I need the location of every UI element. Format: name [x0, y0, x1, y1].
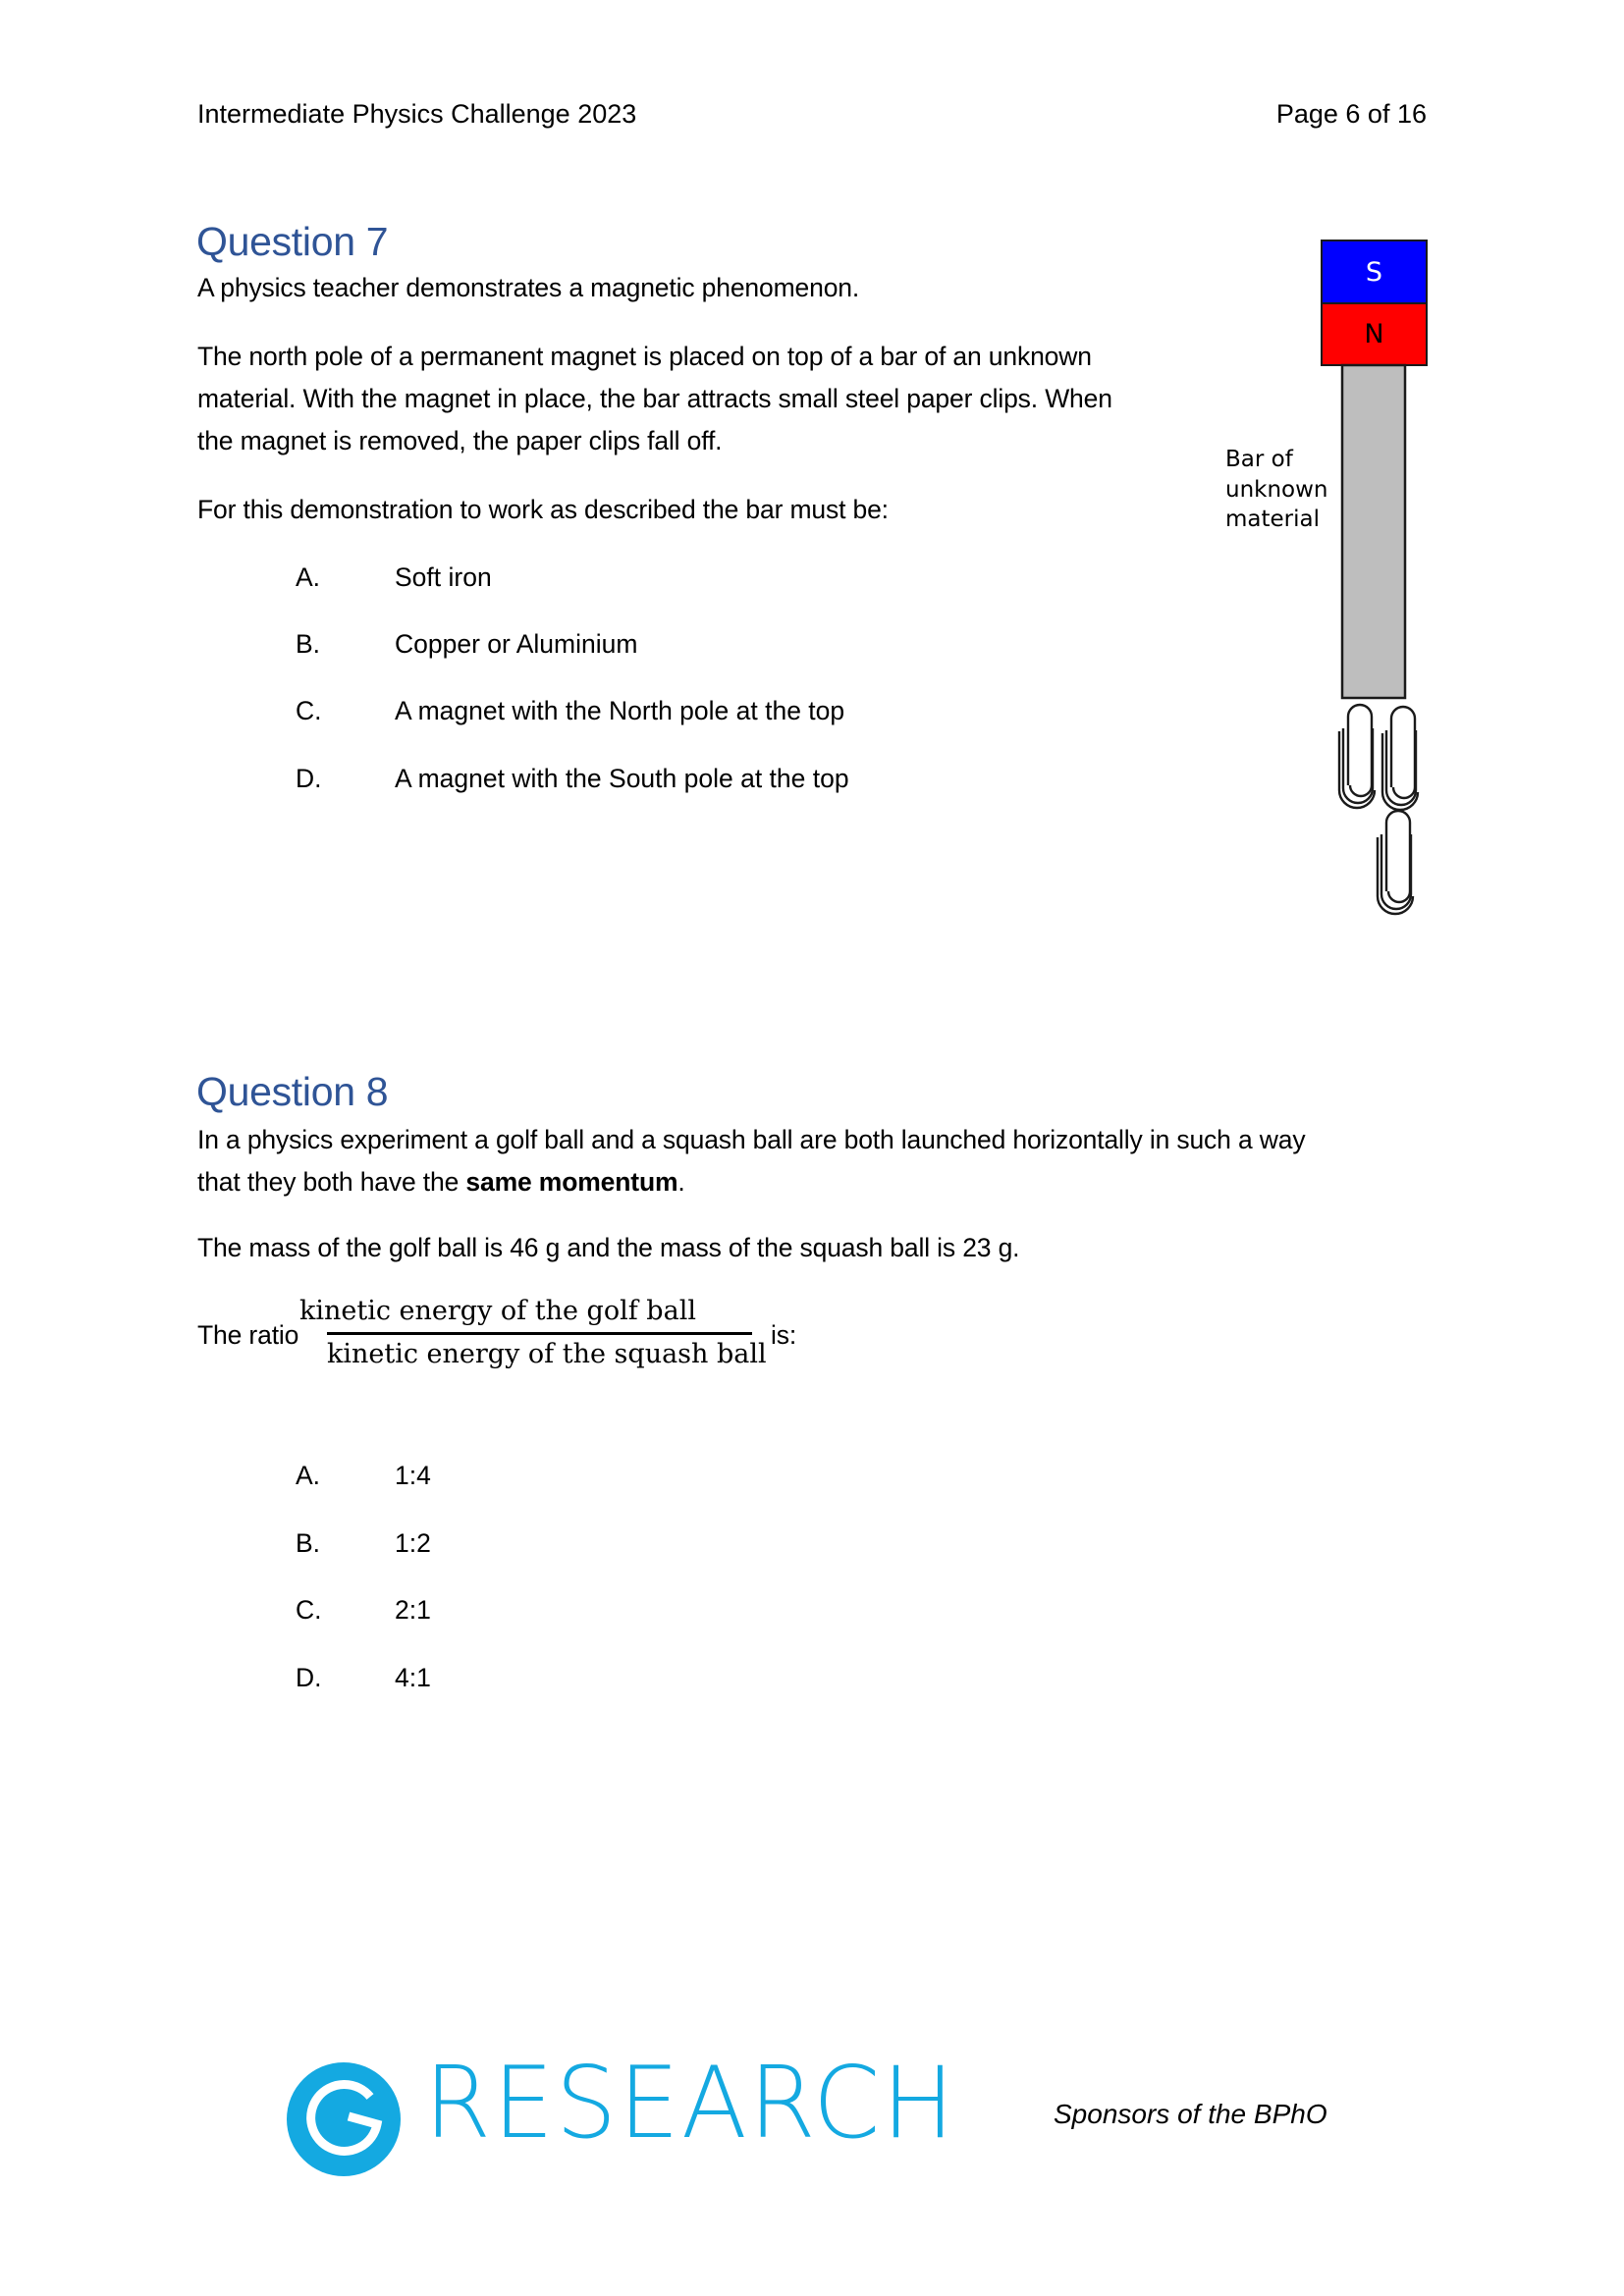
question-7-setup-line-3: the magnet is removed, the paper clips fall off. — [197, 426, 723, 455]
ratio-denominator: kinetic energy of the squash ball — [327, 1339, 767, 1369]
option-letter: B. — [296, 629, 321, 659]
option-text: A magnet with the South pole at the top — [395, 764, 849, 793]
ratio-numerator: kinetic energy of the golf ball — [299, 1296, 696, 1326]
question-7-heading: Question 7 — [196, 219, 389, 264]
g-research-wordmark: RESEARCH — [424, 2045, 956, 2161]
option-text: 1:2 — [395, 1528, 431, 1558]
option-text: 4:1 — [395, 1663, 431, 1692]
question-8-intro-line-2 — [197, 1169, 685, 1196]
option-letter: C. — [296, 696, 322, 725]
option-text: Copper or Aluminium — [395, 629, 638, 659]
unknown-material-bar — [1342, 365, 1405, 698]
question-7-prompt: For this demonstration to work as described the bar must be: — [197, 495, 889, 524]
question-8-heading: Question 8 — [196, 1069, 389, 1114]
option-letter: D. — [296, 1663, 322, 1692]
option-letter: D. — [296, 764, 322, 793]
question-7-intro: A physics teacher demonstrates a magnetic phenomenon. — [197, 273, 860, 302]
fraction-bar — [327, 1332, 752, 1335]
bar-label-line-2: unknown — [1225, 477, 1328, 503]
emphasis-same-momentum: same momentum — [465, 1167, 678, 1197]
question-7-setup-line-2: material. With the magnet in place, the bar attracts small steel paper clips. When — [197, 384, 1112, 413]
ratio-suffix: is: — [771, 1320, 797, 1350]
g-research-logo-icon — [286, 2061, 402, 2177]
option-text: 1:4 — [395, 1461, 431, 1490]
option-letter: A. — [296, 562, 321, 592]
option-letter: A. — [296, 1461, 321, 1490]
option-text: 2:1 — [395, 1595, 431, 1625]
page-indicator: Page 6 of 16 — [1275, 99, 1427, 129]
north-pole-label: N — [1364, 319, 1384, 349]
document-title: Intermediate Physics Challenge 2023 — [197, 99, 637, 129]
south-pole-label: S — [1365, 256, 1383, 288]
option-text: A magnet with the North pole at the top — [395, 696, 845, 725]
option-letter: B. — [296, 1528, 321, 1558]
sponsor-caption: Sponsors of the BPhO — [1054, 2099, 1327, 2129]
question-8-intro-line-1: In a physics experiment a golf ball and a squash ball are both launched horizontally in such a way — [197, 1125, 1306, 1154]
bar-label-line-3: material — [1225, 507, 1320, 532]
option-text: Soft iron — [395, 562, 492, 592]
bar-label-line-1: Bar of — [1225, 447, 1293, 472]
question-7-setup-line-1: The north pole of a permanent magnet is placed on top of a bar of an unknown — [197, 342, 1092, 371]
ratio-prefix: The ratio — [197, 1320, 299, 1350]
option-letter: C. — [296, 1595, 322, 1625]
paper-clip-icon — [1378, 811, 1413, 914]
paper-clip-icon — [1382, 707, 1418, 810]
paper-clip-icon — [1339, 705, 1375, 808]
intro-text: that they both have the — [197, 1167, 466, 1197]
intro-punctuation: . — [677, 1167, 685, 1197]
question-8-mass-statement: The mass of the golf ball is 46 g and the mass of the squash ball is 23 g. — [197, 1233, 1020, 1262]
magnet-bar-diagram — [1218, 236, 1443, 923]
